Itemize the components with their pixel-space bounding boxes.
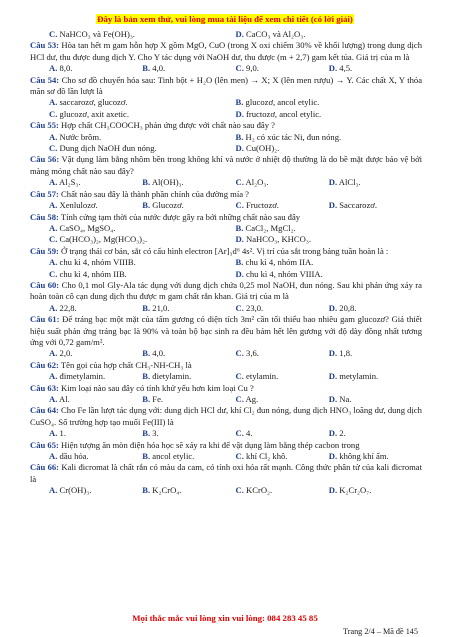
question-number: Câu 53: bbox=[30, 40, 60, 51]
answer-option bbox=[236, 200, 329, 211]
question-stem bbox=[30, 40, 422, 63]
answer-option bbox=[49, 97, 236, 108]
answer-option bbox=[142, 371, 235, 382]
option-letter: D. bbox=[328, 63, 338, 74]
answer-option bbox=[236, 269, 423, 280]
option-letter: D. bbox=[328, 302, 338, 313]
question-number: Câu 55: bbox=[30, 120, 59, 131]
option-letter: B. bbox=[235, 257, 244, 268]
question-item bbox=[30, 212, 422, 246]
option-letter: B. bbox=[142, 485, 151, 496]
option-text: NaHCO₃, KHCO₃. bbox=[246, 234, 311, 245]
option-letter: B. bbox=[142, 348, 151, 359]
option-letter: B. bbox=[142, 394, 151, 404]
option-text: Saccarozơ. bbox=[339, 200, 377, 211]
option-text: etylamin. bbox=[246, 371, 279, 382]
exam-content bbox=[30, 29, 422, 497]
answer-option bbox=[236, 428, 329, 439]
option-letter: D. bbox=[328, 428, 338, 439]
answer-option bbox=[49, 269, 236, 280]
question-text: Hợp chất CH₃COOCH₃ phản ứng được với chất nào sau đây ? bbox=[61, 120, 275, 131]
question-text: Cho Fe lần lượt tác dụng với: dung dịch HCl dư, khí Cl₂ đun nóng, dung dịch HNO₃ loãng dư, dung dịch CuSO₄. Số trường hợp tạo muối Fe(III) là bbox=[30, 405, 422, 427]
option-text: khí Cl₂ khô. bbox=[246, 451, 288, 462]
option-letter: A. bbox=[49, 131, 58, 142]
question-stem bbox=[30, 154, 422, 177]
answer-option bbox=[49, 348, 142, 359]
answer-option bbox=[49, 132, 236, 143]
option-text: Glucozơ. bbox=[152, 200, 184, 211]
option-letter: C. bbox=[235, 177, 244, 188]
answer-option bbox=[329, 485, 422, 496]
question-stem bbox=[30, 314, 422, 348]
answer-options bbox=[30, 485, 422, 496]
answer-option bbox=[49, 63, 142, 74]
option-text: glucozơ, axit axetic. bbox=[59, 108, 129, 119]
option-letter: D. bbox=[235, 268, 244, 279]
question-item bbox=[30, 189, 422, 212]
answer-option bbox=[236, 143, 423, 154]
option-text: đimetylamin. bbox=[59, 371, 106, 382]
option-letter: B. bbox=[235, 131, 244, 142]
question-text: Chất nào sau đây là thành phần chính của đường mía ? bbox=[61, 188, 249, 199]
option-text: 23,0. bbox=[246, 302, 264, 313]
question-number: Câu 65: bbox=[30, 439, 59, 450]
answer-option bbox=[49, 177, 142, 188]
option-text: Dung dịch NaOH đun nóng. bbox=[59, 143, 157, 154]
option-letter: B. bbox=[142, 451, 151, 462]
option-letter: A. bbox=[49, 348, 58, 359]
answer-option bbox=[142, 177, 235, 188]
answer-option bbox=[49, 303, 142, 314]
question-text: Ở trạng thái cơ bản, sắt có cấu hình electron [Ar]₃d⁶ 4s². Vị trí của sắt trong bảng tuần hoàn là : bbox=[61, 245, 389, 256]
answer-options bbox=[30, 371, 422, 382]
option-letter: D. bbox=[235, 108, 244, 119]
question-text: Tên gọi của hợp chất CH₃-NH-CH₃ là bbox=[60, 359, 192, 370]
option-letter: D. bbox=[235, 234, 244, 245]
option-letter: C. bbox=[235, 451, 244, 462]
question-text: Để tráng bạc một mặt của tấm gương có diện tích 3m² cần tối thiểu bao nhiêu gam glucozơ? Giả thiết hiệu suất phản ứng tráng bạc là 90% và toàn bộ bạc sinh ra đều bám hết lên gương với độ dày đồng nhất tương ứng với 0,72 gam/m². bbox=[30, 314, 422, 347]
answer-options bbox=[30, 132, 422, 155]
option-text: KCrO₂. bbox=[246, 485, 273, 496]
option-letter: A. bbox=[49, 63, 58, 74]
option-text: chu kì 4, nhóm IIA. bbox=[245, 257, 314, 268]
answer-option bbox=[236, 132, 423, 143]
answer-option bbox=[236, 303, 329, 314]
answer-option bbox=[49, 109, 236, 120]
option-letter: A. bbox=[49, 485, 58, 496]
question-stem bbox=[30, 212, 422, 223]
answer-option bbox=[236, 234, 423, 245]
question-stem bbox=[30, 246, 422, 257]
answer-option bbox=[236, 223, 423, 234]
answer-option bbox=[236, 109, 423, 120]
answer-option bbox=[142, 428, 235, 439]
question-stem bbox=[30, 405, 422, 428]
option-text: 2,0. bbox=[59, 348, 73, 359]
question-item bbox=[30, 120, 422, 154]
contact-footer: Mọi thắc mắc vui lòng xin vui lòng: 084 283 45 85 bbox=[132, 613, 318, 623]
option-letter: C. bbox=[235, 485, 244, 496]
option-letter: D. bbox=[328, 348, 338, 359]
answer-option bbox=[236, 394, 329, 405]
answer-options bbox=[30, 257, 422, 280]
option-text: 8,0. bbox=[59, 63, 73, 74]
question-item bbox=[30, 462, 422, 496]
answer-option bbox=[329, 428, 422, 439]
answer-option bbox=[142, 200, 235, 211]
question-number: Câu 54: bbox=[30, 74, 60, 85]
option-letter: C. bbox=[49, 268, 58, 279]
option-text: Cr(OH)₃. bbox=[59, 485, 92, 496]
option-text: metylamin. bbox=[339, 371, 379, 382]
answer-option bbox=[236, 485, 329, 496]
answer-option bbox=[329, 63, 422, 74]
question-stem bbox=[30, 189, 422, 200]
option-letter: B. bbox=[142, 177, 151, 188]
option-text: 4. bbox=[246, 428, 253, 439]
question-number: Câu 64: bbox=[30, 405, 59, 416]
option-text: chu kì 4, nhóm VIIIB. bbox=[59, 257, 136, 268]
question-text: Kali đicromat là chất rắn có màu da cam, có tính oxi hóa rất mạnh. Công thức phân tử của kali đicromat là bbox=[30, 462, 423, 484]
option-text: CaCl₂, MgCl₂. bbox=[245, 222, 296, 233]
answer-options bbox=[30, 394, 422, 405]
answer-options bbox=[30, 303, 422, 314]
option-text: H₂ có xúc tác Ni, đun nóng. bbox=[245, 131, 342, 142]
option-letter: A. bbox=[49, 200, 58, 211]
question-number: Câu 58: bbox=[30, 211, 59, 222]
answer-options bbox=[30, 428, 422, 439]
question-stem bbox=[30, 280, 422, 303]
option-text: Al₂O₃. bbox=[245, 177, 269, 188]
answer-option bbox=[236, 97, 423, 108]
option-letter: D. bbox=[328, 451, 338, 462]
option-text: AlCl₃. bbox=[338, 177, 361, 188]
answer-option bbox=[142, 394, 235, 405]
option-letter: C. bbox=[235, 371, 244, 382]
question-number: Câu 59: bbox=[30, 245, 59, 256]
answer-option bbox=[329, 177, 422, 188]
question-item bbox=[30, 405, 422, 439]
question-item bbox=[30, 440, 422, 463]
question-stem bbox=[30, 383, 422, 394]
option-text: 9,0. bbox=[246, 63, 259, 74]
answer-option bbox=[236, 177, 329, 188]
question-item bbox=[30, 280, 422, 314]
question-stem bbox=[30, 120, 422, 131]
option-letter: C. bbox=[235, 63, 244, 74]
question-stem bbox=[30, 440, 422, 451]
option-text: Ca(HCO₃)₂, Mg(HCO₃)₂. bbox=[59, 234, 148, 245]
answer-options bbox=[30, 451, 422, 462]
top-options bbox=[30, 29, 422, 40]
option-text: Fe. bbox=[152, 394, 164, 404]
option-letter: C. bbox=[49, 143, 58, 154]
option-text: K₂Cr₂O₇. bbox=[339, 485, 372, 496]
option-text: Al. bbox=[59, 394, 70, 404]
option-letter: C. bbox=[235, 302, 244, 313]
option-letter: B. bbox=[142, 371, 151, 382]
option-text: 2. bbox=[339, 428, 346, 439]
option-letter: D. bbox=[328, 177, 338, 188]
option-text: 3,6. bbox=[246, 348, 259, 359]
option-text: không khí ẩm. bbox=[339, 451, 389, 462]
option-letter: B. bbox=[142, 428, 151, 439]
answer-option bbox=[142, 348, 235, 359]
option-letter: D. bbox=[328, 485, 338, 496]
question-item bbox=[30, 360, 422, 383]
option-text: CaSO₄, MgSO₄. bbox=[59, 222, 116, 233]
option-letter: C. bbox=[235, 394, 244, 404]
question-number: Câu 57: bbox=[30, 188, 59, 199]
question-number: Câu 66: bbox=[30, 462, 60, 473]
option-letter: C. bbox=[49, 234, 58, 245]
answer-option bbox=[49, 485, 142, 496]
option-letter: C. bbox=[49, 108, 58, 119]
option-letter: B. bbox=[142, 200, 151, 211]
question-text: Cho 0,1 mol Gly-Ala tác dụng với dung dịch chứa 0,25 mol NaOH, đun nóng. Sau khi phản ứng xảy ra hoàn toàn cô cạn dung dịch thu được m gam chất rắn khan. Giá trị của m là bbox=[30, 279, 422, 302]
question-text: Kim loại nào sau đây có tính khử yếu hơn kim loại Cu ? bbox=[61, 382, 254, 393]
question-stem bbox=[30, 360, 422, 371]
question-number: Câu 63: bbox=[30, 382, 59, 393]
question-item bbox=[30, 314, 422, 360]
option-text: chu kì 4, nhóm VIIIA. bbox=[246, 268, 323, 279]
option-text: đietylamin. bbox=[152, 371, 192, 382]
answer-option bbox=[49, 257, 236, 268]
question-number: Câu 56: bbox=[30, 154, 60, 165]
question-number: Câu 60: bbox=[30, 279, 60, 290]
answer-option bbox=[49, 428, 142, 439]
answer-option bbox=[49, 394, 142, 405]
answer-options bbox=[30, 63, 422, 74]
option-letter: B. bbox=[142, 302, 151, 313]
option-letter: A. bbox=[49, 177, 58, 188]
question-number: Câu 62: bbox=[30, 359, 59, 370]
option-letter: B. bbox=[235, 97, 244, 108]
option-letter: A. bbox=[49, 394, 58, 404]
question-list bbox=[30, 40, 422, 496]
option-text: 20,8. bbox=[339, 302, 357, 313]
answer-option bbox=[236, 451, 329, 462]
option-letter: D. bbox=[328, 200, 338, 211]
page-number: Trang 2/4 – Mã đề 145 bbox=[343, 627, 418, 636]
option-text: Cu(OH)₂. bbox=[246, 143, 280, 154]
option-letter: C. bbox=[235, 428, 244, 439]
answer-options bbox=[30, 223, 422, 246]
option-letter: D. bbox=[328, 394, 338, 404]
question-text: Tính cứng tạm thời của nước được gây ra bởi những chất nào sau đây bbox=[60, 211, 301, 222]
option-text: Na. bbox=[339, 394, 352, 404]
answer-option bbox=[329, 348, 422, 359]
option-letter: A. bbox=[49, 97, 58, 108]
option-letter: A. bbox=[49, 371, 58, 382]
question-text: Vật dụng làm bằng nhôm bền trong không khí và nước ở nhiệt độ thường là do bề mặt được bảo vệ bởi màng mỏng chất nào sau đây? bbox=[30, 154, 423, 176]
answer-options bbox=[30, 177, 422, 188]
answer-option bbox=[49, 223, 236, 234]
question-text: Hòa tan hết m gam hỗn hợp X gồm MgO, CuO (trong X oxi chiếm 30% về khối lượng) trong dung dịch HCl dư, thu được dung dịch Y. Cho Y tác dụng với NaOH dư, thu được (m + 2,7) gam kết tủa. Giá trị của m là bbox=[30, 40, 423, 62]
answer-option bbox=[236, 348, 329, 359]
question-text: Hiện tượng ăn mòn điện hóa học sẽ xảy ra khi để vật dụng làm bằng thép cacbon trong bbox=[61, 439, 360, 450]
answer-option bbox=[49, 234, 236, 245]
answer-option bbox=[329, 371, 422, 382]
option-text: 22,8. bbox=[59, 302, 77, 313]
answer-option bbox=[236, 371, 329, 382]
option-text: dầu hỏa. bbox=[59, 451, 89, 462]
answer-option bbox=[49, 451, 142, 462]
question-item bbox=[30, 154, 422, 188]
option-letter: A. bbox=[49, 257, 58, 268]
answer-option bbox=[142, 303, 235, 314]
option-text: Fructozơ. bbox=[246, 200, 279, 211]
question-stem bbox=[30, 462, 422, 485]
preview-banner-text: Đây là bản xem thử, vui lòng mua tài liệu để xem chi tiết (có lời giải) bbox=[97, 14, 353, 24]
option-text: ancol etylic. bbox=[152, 451, 195, 462]
question-text: Cho sơ đồ chuyển hóa sau: Tinh bột + H₂O (lên men) → X; X (lên men rượu) → Y. Các chất X, Y thỏa mãn sơ đồ lần lượt là bbox=[30, 74, 423, 97]
answer-option bbox=[329, 200, 422, 211]
option-text: 3. bbox=[152, 428, 159, 439]
option-text: K₂CrO₄. bbox=[152, 485, 182, 496]
question-item bbox=[30, 383, 422, 406]
option-text: 1. bbox=[59, 428, 66, 439]
option-text: fructozơ, ancol etylic. bbox=[246, 108, 322, 119]
option-c: C. NaHCO₃ và Fe(OH)₃. bbox=[49, 29, 135, 39]
preview-banner bbox=[0, 14, 450, 25]
answer-option bbox=[329, 303, 422, 314]
option-letter: A. bbox=[49, 222, 58, 233]
question-item bbox=[30, 40, 422, 74]
option-text: 1,8. bbox=[339, 348, 353, 359]
answer-option bbox=[142, 485, 235, 496]
option-letter: B. bbox=[142, 63, 151, 74]
option-text: 21,0. bbox=[152, 302, 170, 313]
answer-options bbox=[30, 200, 422, 211]
question-stem bbox=[30, 75, 422, 98]
option-text: glucozơ, ancol etylic. bbox=[245, 97, 320, 108]
option-letter: A. bbox=[49, 451, 58, 462]
question-item bbox=[30, 75, 422, 121]
answer-option bbox=[236, 63, 329, 74]
option-letter: C. bbox=[235, 200, 244, 211]
option-letter: D. bbox=[328, 371, 338, 382]
question-item bbox=[30, 246, 422, 280]
answer-option bbox=[142, 451, 235, 462]
answer-option bbox=[49, 371, 142, 382]
answer-option bbox=[236, 257, 423, 268]
option-text: 4,5. bbox=[339, 63, 353, 74]
option-letter: C. bbox=[235, 348, 244, 359]
answer-option bbox=[49, 200, 142, 211]
option-text: Xenlulozơ. bbox=[59, 200, 98, 211]
option-text: Al₂S₃. bbox=[59, 177, 81, 188]
option-letter: B. bbox=[235, 222, 244, 233]
option-letter: D. bbox=[235, 143, 244, 154]
option-text: 4,0. bbox=[152, 348, 166, 359]
question-number: Câu 61: bbox=[30, 314, 60, 325]
answer-option bbox=[142, 63, 235, 74]
option-text: 4,0. bbox=[152, 63, 166, 74]
option-text: Ag. bbox=[245, 394, 259, 404]
answer-option bbox=[329, 451, 422, 462]
option-letter: A. bbox=[49, 302, 58, 313]
option-text: chu kì 4, nhóm IIB. bbox=[59, 268, 127, 279]
answer-option bbox=[329, 394, 422, 405]
answer-options bbox=[30, 348, 422, 359]
option-text: Al(OH)₃. bbox=[151, 177, 184, 188]
option-text: Nước brôm. bbox=[59, 131, 102, 142]
answer-option bbox=[49, 143, 236, 154]
option-text: saccarozơ, glucozơ. bbox=[59, 97, 128, 108]
option-d: D. CaCO₃ và Al₂O₃. bbox=[235, 29, 306, 39]
answer-options bbox=[30, 97, 422, 120]
option-letter: A. bbox=[49, 428, 58, 439]
